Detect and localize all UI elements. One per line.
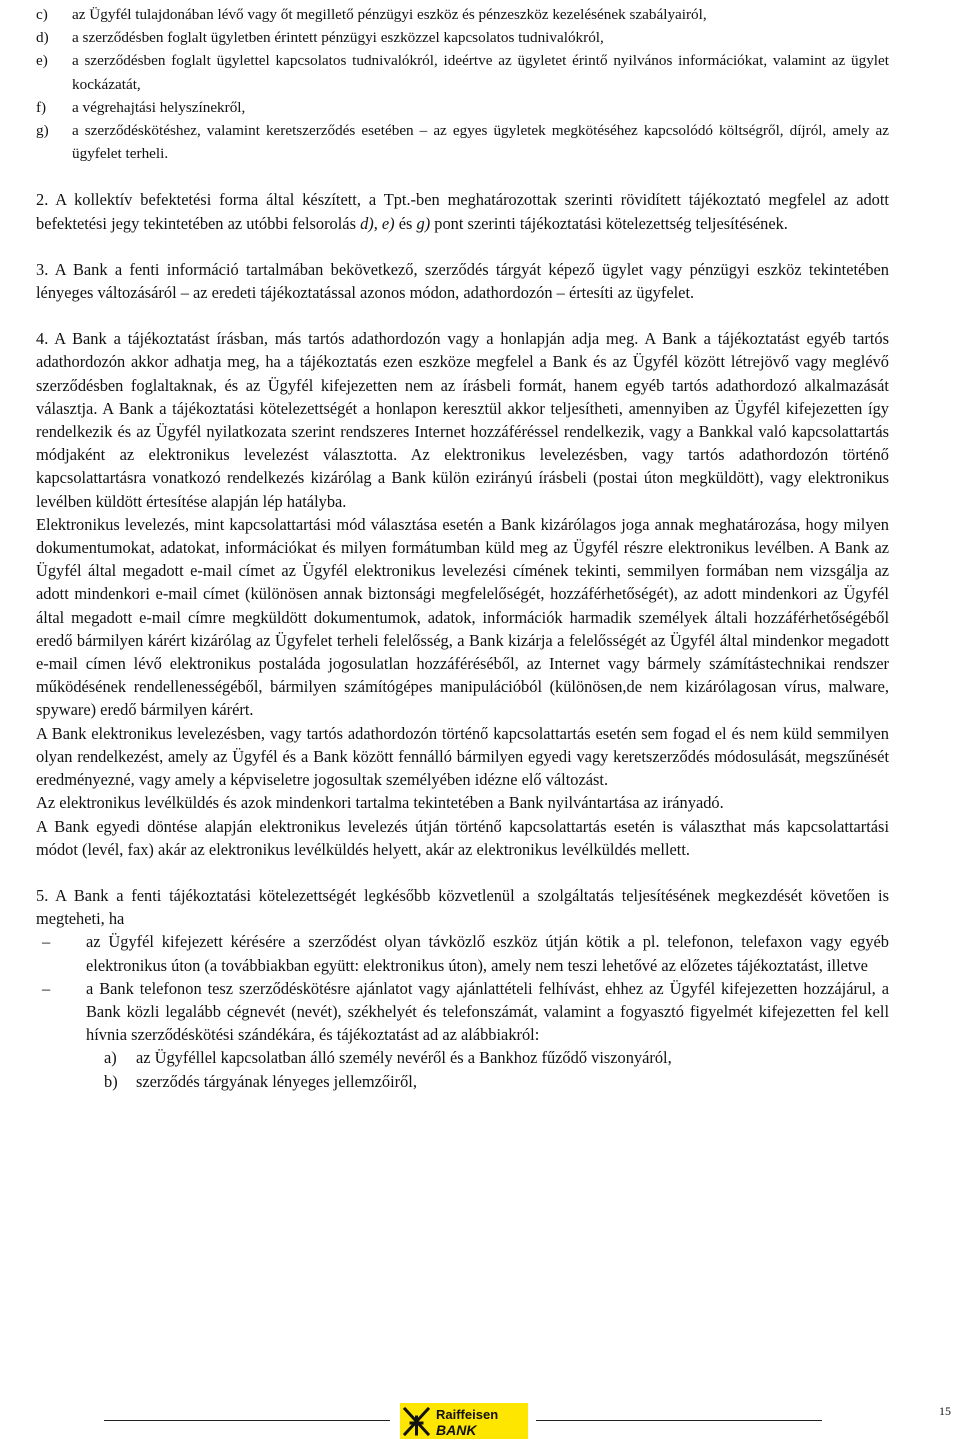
dash-item xyxy=(36,977,889,1047)
list-text: a szerződésben foglalt ügylettel kapcsolatos tudnivalókról, ideértve az ügyletet érintő nyilvános információkat, valamint az ügylet kockázatát, xyxy=(72,52,889,93)
section-number: 5. xyxy=(36,885,49,905)
section-4 xyxy=(36,327,889,861)
section-number: 3. xyxy=(36,259,49,279)
section-4-paragraph-5: A Bank egyedi döntése alapján elektronikus levelezés útján történő kapcsolattartás esetén is választhat más kapcsolattartási módot (levél, fax) akár az elektronikus levélküldés helyett, akár az elektronikus levélküldés mellett. xyxy=(36,816,889,859)
section-number: 4. xyxy=(36,329,49,349)
dash-text: az Ügyfél kifejezett kérésére a szerződést olyan távközlő eszköz útján kötik a pl. telefonon, telefaxon vagy egyéb elektronikus úton (a továbbiakban együtt: elektronikus úton), amely nem teszi lehetővé az előzetes tájékoztatást, illetve xyxy=(86,932,889,975)
dash-text: a Bank telefonon tesz szerződéskötésre ajánlatot vagy ajánlattételi felhívást, ehhez az Ügyfél kifejezetten hozzájárul, a Bank közli legalább cégnevét (nevét), székhelyét és telefonszámát, valamint a fogyasztó figyelmét kifejezetten fel kell hívnia szerződéskötési szándékára, és tájékoztatást ad az alábbiakról: xyxy=(86,978,889,1045)
list-text: a szerződésben foglalt ügyletben érintett pénzügyi eszközzel kapcsolatos tudnivalókról, xyxy=(72,29,604,47)
logo-text-line2: BANK xyxy=(436,1422,477,1438)
list-label: g) xyxy=(36,122,49,140)
sub-text: az Ügyféllel kapcsolatban álló személy nevéről és a Bankhoz fűződő viszonyáról, xyxy=(136,1048,672,1068)
list-label: e) xyxy=(36,52,48,70)
section-5-intro xyxy=(36,884,889,930)
list-item-f xyxy=(36,96,889,119)
section-text: pont szerinti tájékoztatási kötelezettség teljesítésének. xyxy=(430,213,788,233)
section-text: A Bank a fenti információ tartalmában bekövetkező, szerződés tárgyát képező ügylet vagy pénzügyi eszköz tekintetében lényeges változásáról – az eredeti tájékoztatással azonos módon, adathordozón – értesíti az ügyfelet. xyxy=(36,259,889,303)
list-item-g xyxy=(36,119,889,165)
dash-item xyxy=(36,930,889,976)
list-item-e xyxy=(36,49,889,95)
list-text: az Ügyfél tulajdonában lévő vagy őt megillető pénzügyi eszköz és pénzeszköz kezelésének szabályairól, xyxy=(72,6,707,23)
page-number: 15 xyxy=(939,1404,951,1418)
document-body xyxy=(36,3,889,1093)
list-item-c xyxy=(36,3,889,26)
dash-bullet: – xyxy=(42,932,51,952)
section-text: A Bank a fenti tájékoztatási kötelezettségét legkésőbb közvetlenül a szolgáltatás teljesítésének megkezdését követően is megteheti, ha xyxy=(36,885,889,929)
list-label: d) xyxy=(36,29,49,47)
sub-item-b xyxy=(36,1070,889,1093)
section-text: A Bank a tájékoztatást írásban, más tartós adathordozón vagy a honlapján adja meg. A Bank a tájékoztatást egyéb tartós adathordozón akkor adhatja meg, ha a tájékoztatás ezen eszköze megfelel a Bank és az Ügyfél között létrejövő vagy meglévő szerződésben foglaltaknak, és az Ügyfél kifejezetten nem az írásbeli formát, hanem egyéb tartós adathordozó alkalmazását választja. A Bank a tájékoztatási kötelezettségét a honlapon keresztül akkor teljesítheti, amennyiben az Ügyfél kifejezetten így rendelkezik és az Ügyfél nyilatkozata szerint rendszeres Internet hozzáféréssel rendelkezik, vagy a Bankkal való kapcsolattartás módjaként az elektronikus levelezést választotta. Az elektronikus levelezésben, vagy tartós adathordozón történő kapcsolattartásra vonatkozó rendelkezés kizárólag a Bank külön ezirányú írásbeli (postai úton megküldött), vagy elektronikus levélben küldött értesítése alapján lép hatályba. xyxy=(36,329,889,511)
section-number: 2. xyxy=(36,190,49,210)
sub-label: b) xyxy=(104,1071,118,1091)
sub-text: szerződés tárgyának lényeges jellemzőiről, xyxy=(136,1071,417,1091)
section-3 xyxy=(36,258,889,304)
italic-ref: g) xyxy=(416,213,431,233)
dash-bullet: – xyxy=(42,978,51,998)
raiffeisen-bank-logo xyxy=(400,1403,528,1439)
italic-ref: d), e) xyxy=(360,213,395,233)
section-5 xyxy=(36,884,889,1093)
logo-text-line1: Raiffeisen xyxy=(436,1407,499,1422)
list-item-d xyxy=(36,26,889,49)
section-text: és xyxy=(394,213,417,233)
sub-label: a) xyxy=(104,1048,117,1068)
list-label: c) xyxy=(36,6,48,23)
section-4-paragraph-4: Az elektronikus levélküldés és azok mindenkori tartalma tekintetében a Bank nyilvántartása az irányadó. xyxy=(36,793,724,813)
sub-item-a xyxy=(36,1046,889,1069)
section-4-paragraph-1 xyxy=(36,327,889,513)
list-text: a végrehajtási helyszínekről, xyxy=(72,98,246,116)
list-label: f) xyxy=(36,98,47,116)
section-4-paragraph-2: Elektronikus levelezés, mint kapcsolattartási mód választása esetén a Bank kizárólagos joga annak meghatározása, hogy milyen dokumentumokat, adatokat, információkat és milyen formátumban küld meg az Ügyfél részre elektronikus levélben. A Bank az Ügyfél által megadott e-mail címet az Ügyfél elektronikus levelezési címének tekinti, semmilyen formában nem vizsgálja az adott mindenkori e-mail címet (különösen annak biztonsági megfelelőségét, hozzáférhetőségét), az adott mindenkori az Ügyfél által megadott e-mail címre megküldött dokumentumok, adatok, információk harmadik személyek általi hozzáférhetőségéből eredő bármilyen kárért kizárólag az Ügyfelet terheli felelősség, a Bank kizárja a felelősségét az Ügyfél által mindenkor megadott e-mail címen lévő elektronikus postaláda jogosulatlan hozzáféréséből, az Internet vagy bármely számítástechnikai rendszer működésének rendellenességéből, bármilyen számítógépes manipulációból (különösen,de nem kizárólagosan vírus, malware, spyware) eredő bármilyen kárért. xyxy=(36,514,889,720)
footer-rule-right xyxy=(536,1420,822,1421)
section-4-paragraph-3: A Bank elektronikus levelezésben, vagy tartós adathordozón történő kapcsolattartás esetén sem fogad el és nem küld semmilyen olyan rendelkezést, amely az Ügyfél és a Bank között fennálló bármilyen egyedi vagy keretszerződés módosulását, megszűnését eredményezné, vagy amely a képviseletre jogosultak személyében idézne elő változást. xyxy=(36,723,889,790)
footer-rule-left xyxy=(104,1420,390,1421)
section-text: A kollektív befektetési forma által készített, a Tpt.-ben meghatározottak szerinti rövidített tájékoztató megfelel az adott befektetési jegy tekintetében az utóbbi felsorolás xyxy=(36,190,889,233)
list-text: a szerződéskötéshez, valamint keretszerződés esetében – az egyes ügyletek megkötéséhez kapcsolódó költségről, díjról, amely az ügyfelet terheli. xyxy=(72,122,889,163)
section-2 xyxy=(36,188,889,234)
